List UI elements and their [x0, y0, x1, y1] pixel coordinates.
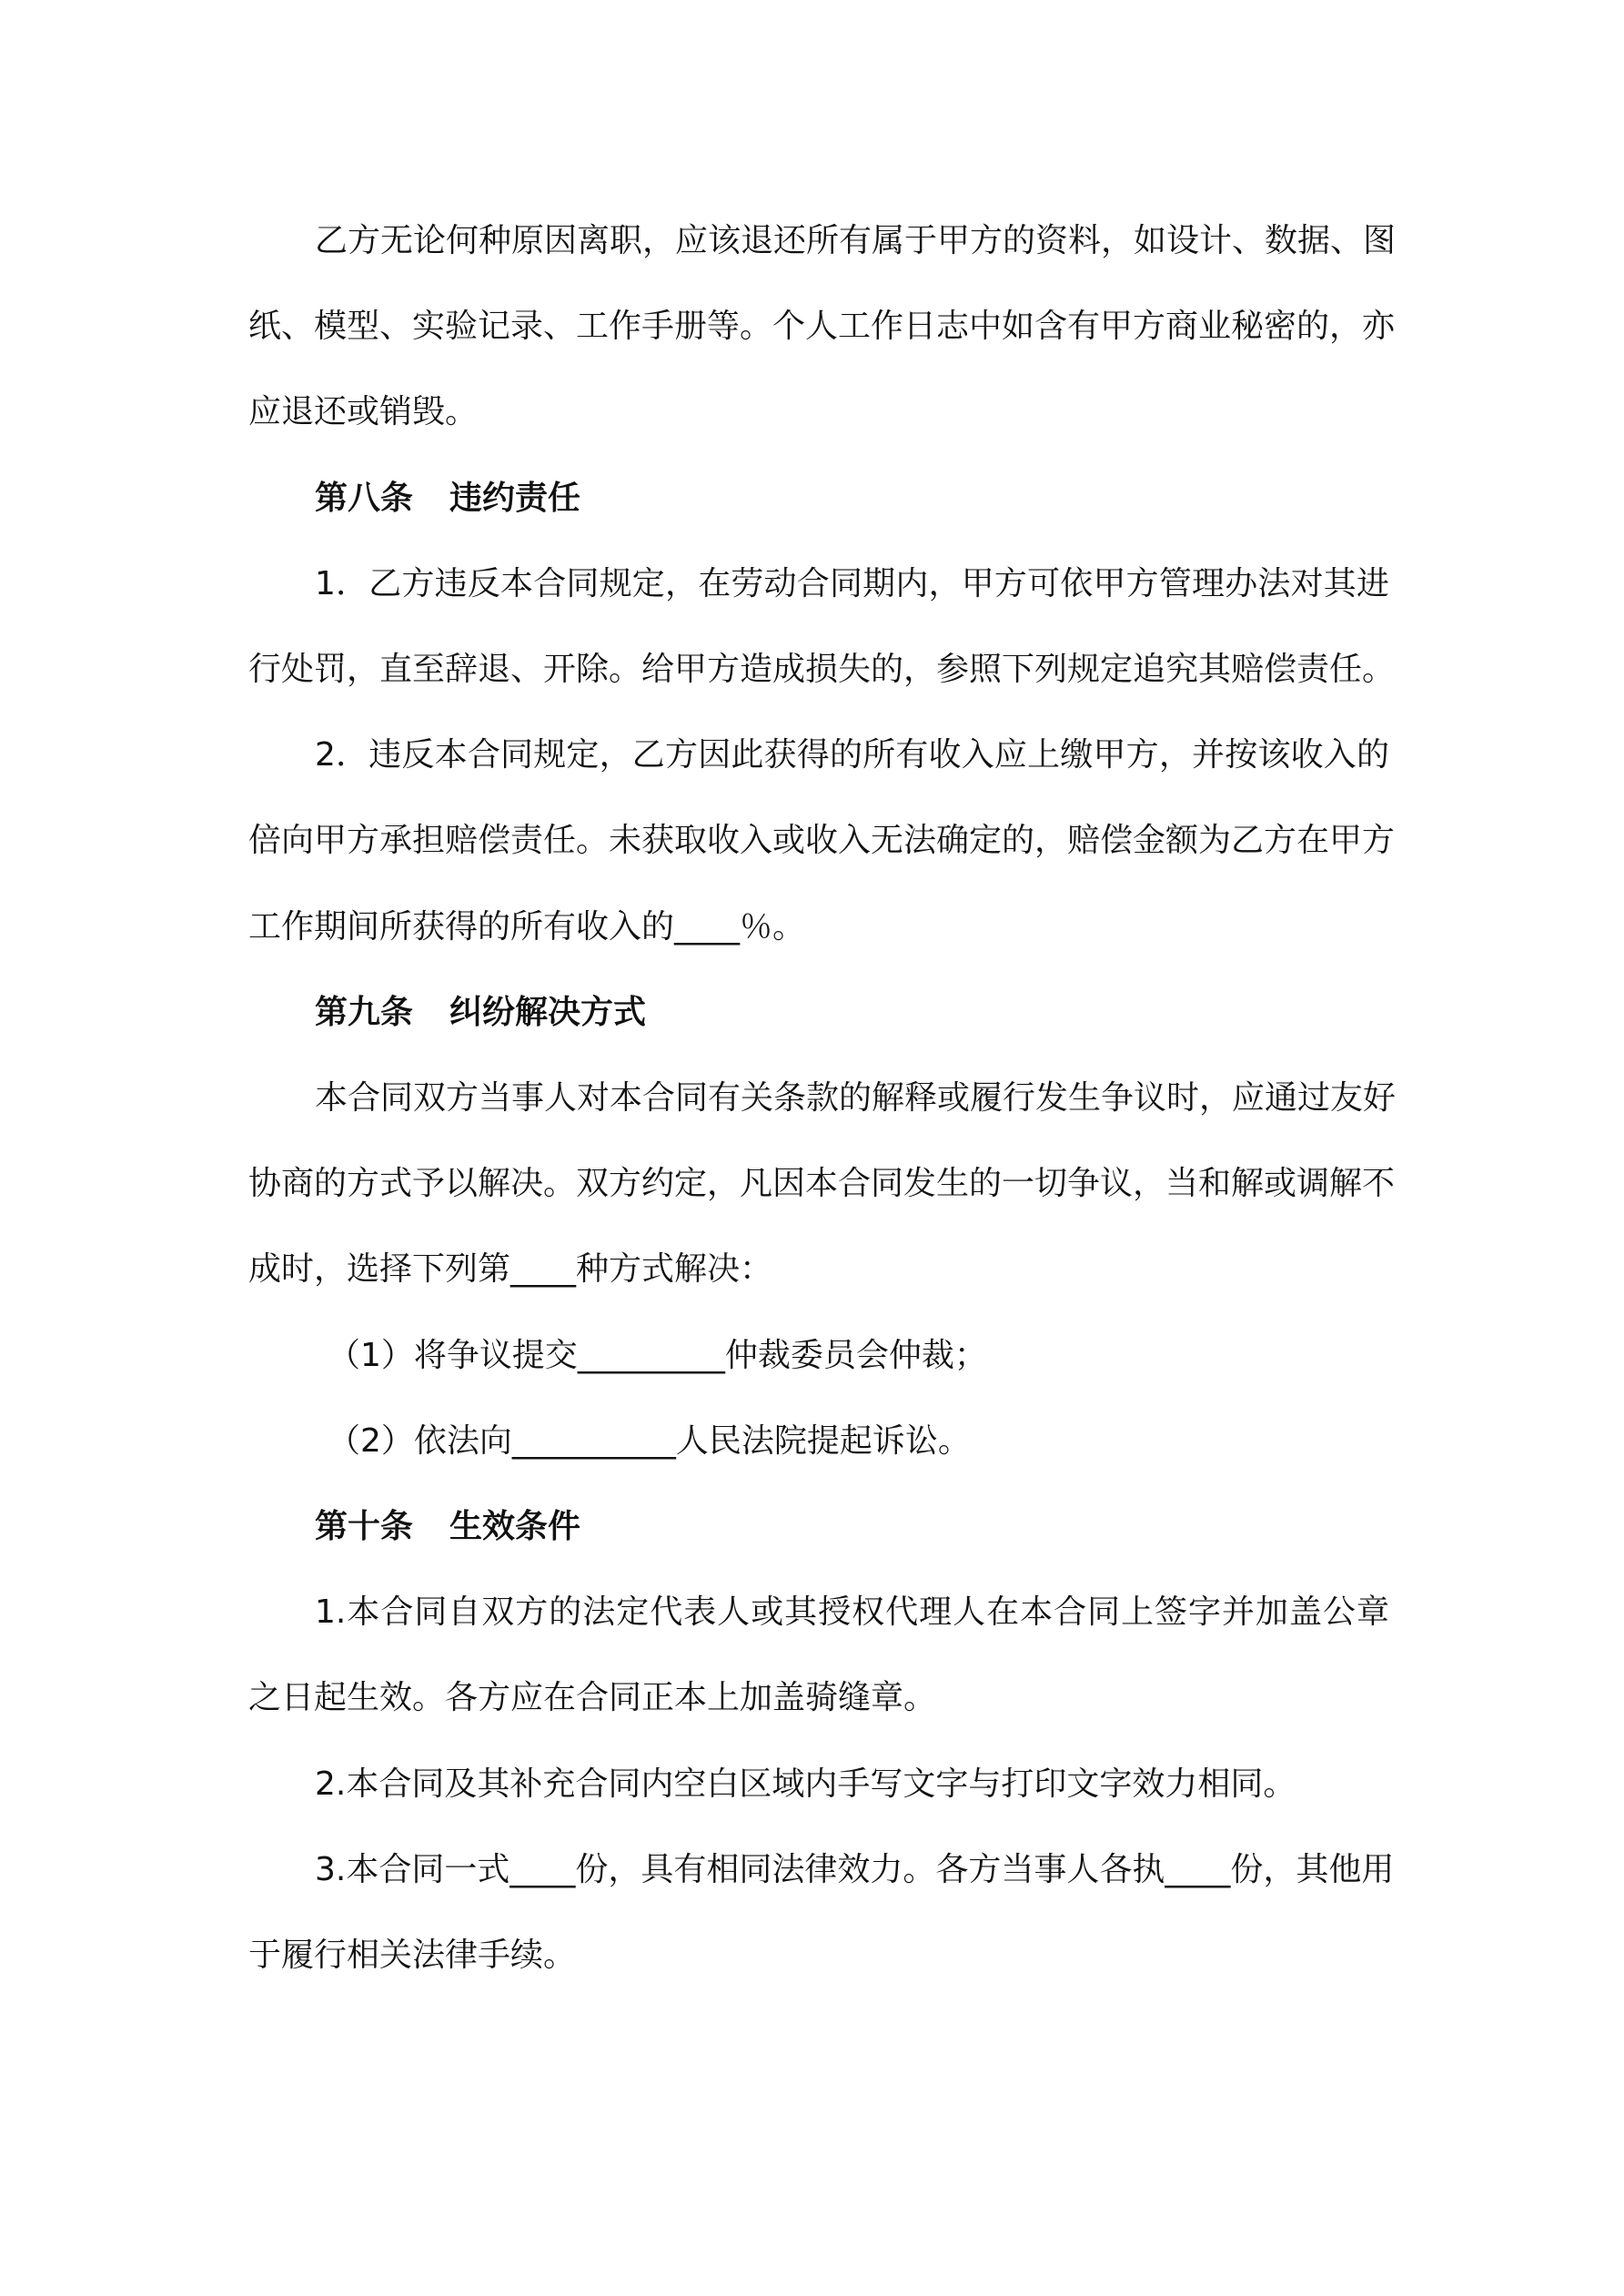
- paragraph-line: 3.本合同一式____份，具有相同法律效力。各方当事人各执____份，其他用: [315, 1850, 1395, 1888]
- paragraph-line: 之日起生效。各方应在合同正本上加盖骑缝章。: [248, 1679, 937, 1717]
- paragraph-line: 1.本合同自双方的法定代表人或其授权代理人在本合同上签字并加盖公章: [315, 1593, 1389, 1632]
- paragraph-line: 应退还或销毁。: [248, 393, 479, 431]
- section-number: 第八条: [315, 479, 414, 517]
- paragraph-line: 工作期间所获得的所有收入的____％。: [248, 907, 806, 946]
- paragraph-line: 行处罚，直至辞退、开除。给甲方造成损失的，参照下列规定追究其赔偿责任。: [248, 651, 1396, 688]
- section-number: 第九条: [315, 993, 414, 1031]
- paragraph-line: 协商的方式予以解决。双方约定，凡因本合同发生的一切争议，当和解或调解不: [248, 1165, 1396, 1203]
- paragraph-line: 乙方无论何种原因离职，应该退还所有属于甲方的资料，如设计、数据、图: [315, 222, 1397, 259]
- paragraph-line: 倍向甲方承担赔偿责任。未获取收入或收入无法确定的，赔偿金额为乙方在甲方: [248, 822, 1396, 860]
- paragraph-line: 本合同双方当事人对本合同有关条款的解释或履行发生争议时，应通过友好: [315, 1079, 1397, 1117]
- list-item-line: （1）将争议提交_________仲裁委员会仲裁；: [328, 1336, 987, 1374]
- paragraph-line: 于履行相关法律手续。: [248, 1937, 577, 1974]
- paragraph-line: 1．乙方违反本合同规定，在劳动合同期内，甲方可依甲方管理办法对其进: [315, 564, 1389, 602]
- paragraph-line: 2．违反本合同规定，乙方因此获得的所有收入应上缴甲方，并按该收入的: [315, 736, 1389, 774]
- section-number: 第十条: [315, 1508, 414, 1545]
- section-title: 生效条件: [449, 1508, 581, 1545]
- section-title: 纠纷解决方式: [449, 993, 647, 1031]
- section-title: 违约责任: [449, 479, 581, 517]
- section-heading: [315, 1507, 1389, 1547]
- paragraph-line: 纸、模型、实验记录、工作手册等。个人工作日志中如含有甲方商业秘密的，亦: [248, 308, 1396, 346]
- section-heading: [315, 479, 1389, 519]
- paragraph-line: 成时，选择下列第____种方式解决：: [248, 1250, 773, 1289]
- paragraph-line: 2.本合同及其补充合同内空白区域内手写文字与打印文字效力相同。: [315, 1765, 1296, 1803]
- list-item-line: （2）依法向__________人民法院提起诉讼。: [328, 1421, 971, 1460]
- section-heading: [315, 993, 1389, 1033]
